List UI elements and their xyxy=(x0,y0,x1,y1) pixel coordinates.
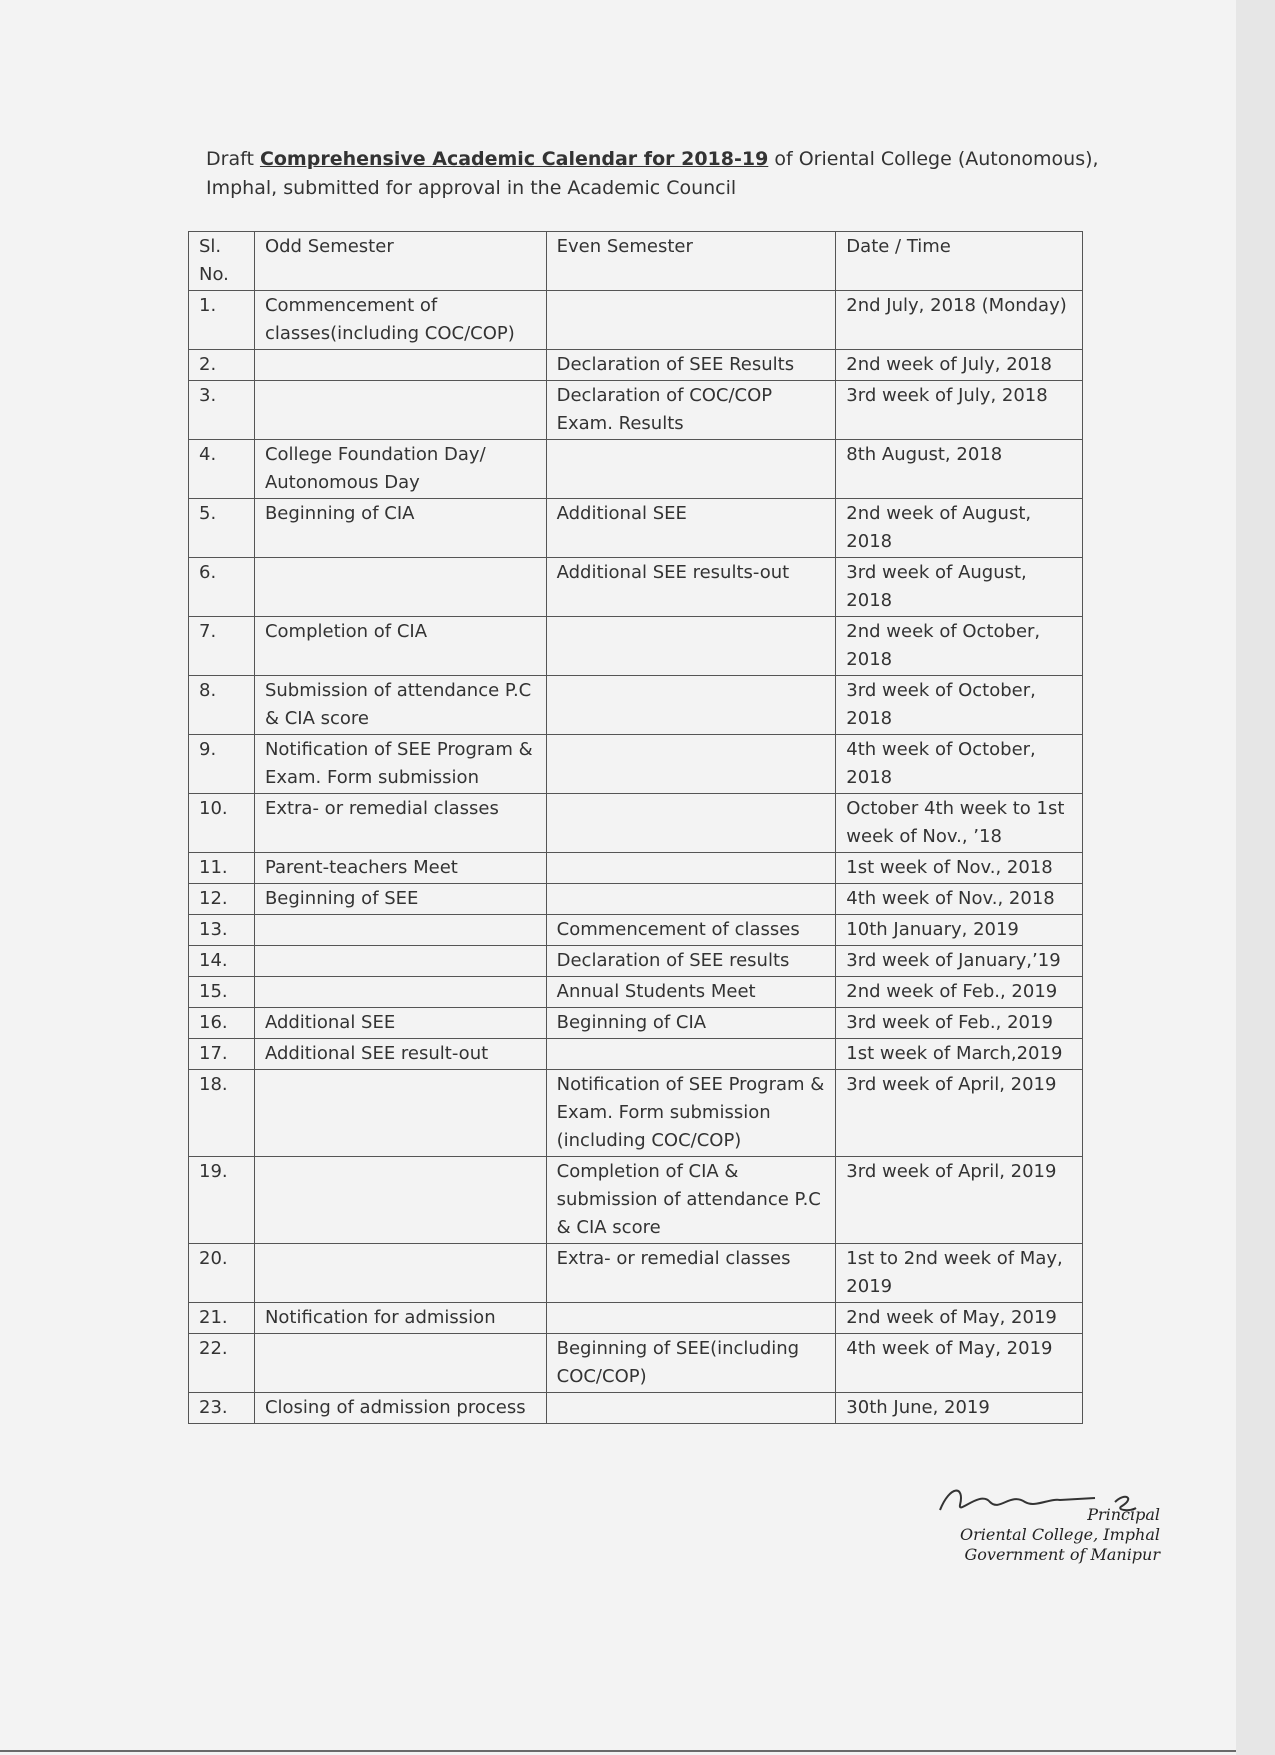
cell-even-semester xyxy=(546,794,836,853)
cell-sl-no: 15. xyxy=(189,977,255,1008)
table-row xyxy=(189,1334,1083,1393)
cell-date-time: 2nd July, 2018 (Monday) xyxy=(836,291,1083,350)
cell-odd-semester: Submission of attendance P.C & CIA score xyxy=(254,676,546,735)
table-row xyxy=(189,915,1083,946)
table-row xyxy=(189,853,1083,884)
cell-even-semester xyxy=(546,853,836,884)
cell-even-semester xyxy=(546,1039,836,1070)
table-row xyxy=(189,499,1083,558)
cell-sl-no: 3. xyxy=(189,381,255,440)
cell-odd-semester: Extra- or remedial classes xyxy=(254,794,546,853)
table-row xyxy=(189,1157,1083,1244)
cell-sl-no: 7. xyxy=(189,617,255,676)
cell-date-time: October 4th week to 1st week of Nov., ’18 xyxy=(836,794,1083,853)
cell-date-time: 2nd week of October, 2018 xyxy=(836,617,1083,676)
cell-sl-no: 17. xyxy=(189,1039,255,1070)
cell-even-semester: Beginning of CIA xyxy=(546,1008,836,1039)
cell-date-time: 3rd week of April, 2019 xyxy=(836,1157,1083,1244)
cell-date-time: 2nd week of Feb., 2019 xyxy=(836,977,1083,1008)
cell-odd-semester xyxy=(254,381,546,440)
cell-odd-semester: Closing of admission process xyxy=(254,1393,546,1424)
cell-sl-no: 6. xyxy=(189,558,255,617)
cell-even-semester xyxy=(546,291,836,350)
table-row xyxy=(189,794,1083,853)
cell-sl-no: 2. xyxy=(189,350,255,381)
cell-odd-semester xyxy=(254,1070,546,1157)
signature-block xyxy=(920,1505,1160,1565)
cell-date-time: 4th week of Nov., 2018 xyxy=(836,884,1083,915)
cell-even-semester: Declaration of SEE Results xyxy=(546,350,836,381)
cell-sl-no: 20. xyxy=(189,1244,255,1303)
cell-date-time: 3rd week of July, 2018 xyxy=(836,381,1083,440)
cell-even-semester xyxy=(546,676,836,735)
header-even-semester: Even Semester xyxy=(546,232,836,291)
cell-date-time: 3rd week of Feb., 2019 xyxy=(836,1008,1083,1039)
cell-sl-no: 18. xyxy=(189,1070,255,1157)
cell-sl-no: 10. xyxy=(189,794,255,853)
cell-even-semester xyxy=(546,617,836,676)
signature-title: Principal xyxy=(1087,1505,1160,1524)
cell-sl-no: 1. xyxy=(189,291,255,350)
table-row xyxy=(189,1303,1083,1334)
header-suffix: of Oriental College (Autonomous), xyxy=(768,148,1099,170)
header-date-time: Date / Time xyxy=(836,232,1083,291)
table-row xyxy=(189,946,1083,977)
cell-even-semester xyxy=(546,1393,836,1424)
cell-date-time: 1st to 2nd week of May, 2019 xyxy=(836,1244,1083,1303)
page-bottom-border xyxy=(0,1750,1236,1752)
cell-date-time: 2nd week of August, 2018 xyxy=(836,499,1083,558)
cell-even-semester: Declaration of COC/COP Exam. Results xyxy=(546,381,836,440)
cell-odd-semester: Commencement of classes(including COC/COP) xyxy=(254,291,546,350)
cell-odd-semester xyxy=(254,558,546,617)
cell-odd-semester: Additional SEE xyxy=(254,1008,546,1039)
cell-even-semester: Annual Students Meet xyxy=(546,977,836,1008)
cell-odd-semester: Completion of CIA xyxy=(254,617,546,676)
table-row xyxy=(189,440,1083,499)
cell-odd-semester: Additional SEE result-out xyxy=(254,1039,546,1070)
cell-sl-no: 19. xyxy=(189,1157,255,1244)
cell-date-time: 2nd week of May, 2019 xyxy=(836,1303,1083,1334)
cell-odd-semester xyxy=(254,977,546,1008)
cell-date-time: 30th June, 2019 xyxy=(836,1393,1083,1424)
cell-date-time: 2nd week of July, 2018 xyxy=(836,350,1083,381)
table-row xyxy=(189,676,1083,735)
cell-sl-no: 21. xyxy=(189,1303,255,1334)
cell-odd-semester xyxy=(254,1157,546,1244)
header-prefix: Draft xyxy=(206,148,260,170)
cell-sl-no: 16. xyxy=(189,1008,255,1039)
cell-sl-no: 4. xyxy=(189,440,255,499)
cell-sl-no: 14. xyxy=(189,946,255,977)
table-row xyxy=(189,735,1083,794)
cell-sl-no: 11. xyxy=(189,853,255,884)
cell-date-time: 4th week of May, 2019 xyxy=(836,1334,1083,1393)
cell-even-semester: Notification of SEE Program & Exam. Form submission (including COC/COP) xyxy=(546,1070,836,1157)
cell-even-semester: Additional SEE results-out xyxy=(546,558,836,617)
cell-odd-semester: College Foundation Day/ Autonomous Day xyxy=(254,440,546,499)
table-row xyxy=(189,1070,1083,1157)
cell-date-time: 10th January, 2019 xyxy=(836,915,1083,946)
cell-date-time: 8th August, 2018 xyxy=(836,440,1083,499)
header-title: Comprehensive Academic Calendar for 2018-19 xyxy=(259,148,769,170)
cell-even-semester xyxy=(546,884,836,915)
cell-sl-no: 12. xyxy=(189,884,255,915)
cell-odd-semester xyxy=(254,350,546,381)
cell-even-semester: Commencement of classes xyxy=(546,915,836,946)
cell-even-semester: Beginning of SEE(including COC/COP) xyxy=(546,1334,836,1393)
table-row xyxy=(189,617,1083,676)
academic-calendar-table xyxy=(188,231,1083,1424)
cell-even-semester: Extra- or remedial classes xyxy=(546,1244,836,1303)
table-row xyxy=(189,1008,1083,1039)
cell-odd-semester xyxy=(254,1334,546,1393)
table-row xyxy=(189,1244,1083,1303)
cell-date-time: 3rd week of August, 2018 xyxy=(836,558,1083,617)
cell-date-time: 3rd week of January,’19 xyxy=(836,946,1083,977)
signature-institution: Oriental College, Imphal xyxy=(960,1525,1160,1544)
cell-date-time: 1st week of March,2019 xyxy=(836,1039,1083,1070)
cell-odd-semester xyxy=(254,1244,546,1303)
table-row xyxy=(189,381,1083,440)
signature-government: Government of Manipur xyxy=(964,1545,1160,1564)
header-line2: Imphal, submitted for approval in the Academic Council xyxy=(206,177,737,199)
cell-odd-semester xyxy=(254,946,546,977)
cell-even-semester xyxy=(546,440,836,499)
cell-date-time: 3rd week of October, 2018 xyxy=(836,676,1083,735)
cell-sl-no: 5. xyxy=(189,499,255,558)
cell-odd-semester: Beginning of CIA xyxy=(254,499,546,558)
cell-sl-no: 8. xyxy=(189,676,255,735)
cell-even-semester: Additional SEE xyxy=(546,499,836,558)
cell-sl-no: 13. xyxy=(189,915,255,946)
cell-even-semester xyxy=(546,735,836,794)
cell-odd-semester: Parent-teachers Meet xyxy=(254,853,546,884)
cell-sl-no: 23. xyxy=(189,1393,255,1424)
cell-date-time: 1st week of Nov., 2018 xyxy=(836,853,1083,884)
cell-date-time: 4th week of October, 2018 xyxy=(836,735,1083,794)
cell-even-semester: Completion of CIA & submission of attendance P.C & CIA score xyxy=(546,1157,836,1244)
table-row xyxy=(189,1393,1083,1424)
cell-even-semester xyxy=(546,1303,836,1334)
cell-sl-no: 22. xyxy=(189,1334,255,1393)
table-row xyxy=(189,291,1083,350)
table-row xyxy=(189,977,1083,1008)
table-row xyxy=(189,350,1083,381)
cell-date-time: 3rd week of April, 2019 xyxy=(836,1070,1083,1157)
cell-odd-semester xyxy=(254,915,546,946)
page-edge xyxy=(1236,0,1275,1755)
document-header xyxy=(206,145,1106,203)
cell-even-semester: Declaration of SEE results xyxy=(546,946,836,977)
header-odd-semester: Odd Semester xyxy=(254,232,546,291)
header-sl-no: Sl. No. xyxy=(189,232,255,291)
cell-odd-semester: Notification of SEE Program & Exam. Form submission xyxy=(254,735,546,794)
table-row xyxy=(189,884,1083,915)
cell-sl-no: 9. xyxy=(189,735,255,794)
table-row xyxy=(189,558,1083,617)
table-header-row xyxy=(189,232,1083,291)
table-body xyxy=(189,291,1083,1424)
cell-odd-semester: Beginning of SEE xyxy=(254,884,546,915)
cell-odd-semester: Notification for admission xyxy=(254,1303,546,1334)
table-row xyxy=(189,1039,1083,1070)
